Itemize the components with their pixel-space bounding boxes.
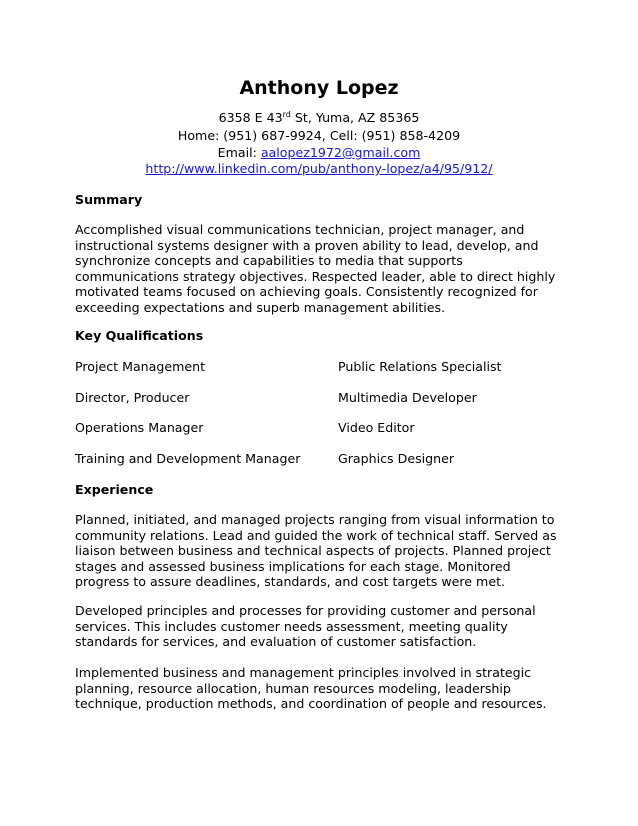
linkedin-link[interactable]: http://www.linkedin.com/pub/anthony-lopez/a4/95/912/ [145,161,493,176]
email-link[interactable]: aalopez1972@gmail.com [260,145,421,160]
applicant-name: Anthony Lopez [239,77,399,99]
experience-paragraph: Implemented business and management principles involved in strategic planning, resource allocation, human resources modeling, leadership technique, production methods, and coordination of people and resources. [75,665,547,712]
qualification-item: Project Management [75,359,206,374]
qualification-item: Public Relations Specialist [338,359,502,374]
qualification-item: Director, Producer [75,390,190,405]
qualification-item: Operations Manager [75,420,204,435]
qualification-item: Training and Development Manager [75,451,301,466]
experience-heading: Experience [75,482,154,497]
address-ordinal-suffix: rd [282,110,291,119]
experience-paragraph: Developed principles and processes for providing customer and personal services. This includes customer needs assessment, meeting quality standards for services, and evaluation of customer satisfaction. [75,603,536,650]
summary-heading: Summary [75,192,143,207]
qualification-item: Multimedia Developer [338,390,477,405]
email-line [0,145,638,161]
qualification-item: Graphics Designer [338,451,455,466]
qualifications-heading: Key Qualifications [75,328,204,343]
address-line [0,110,638,126]
phone-line: Home: (951) 687-9924, Cell: (951) 858-4209 [177,128,461,143]
address-number: 6358 E 43 [218,110,283,125]
experience-paragraph: Planned, initiated, and managed projects ranging from visual information to community relations. Lead and guided the work of technical staff. Served as liaison between business and technical aspects of projects. Planned project stages and assessed business implications for each stage. Monitored progress to assure deadlines, standards, and cost targets were met. [75,512,557,590]
email-label: Email: [217,145,261,160]
linkedin-line [0,161,638,177]
address-rest: St, Yuma, AZ 85365 [290,110,420,125]
qualification-item: Video Editor [338,420,415,435]
summary-paragraph: Accomplished visual communications technician, project manager, and instructional systems designer with a proven ability to lead, develop, and synchronize concepts and capabilities to media that supports communications strategy objectives. Respected leader, able to direct highly motivated teams focused on achieving goals. Consistently recognized for exceeding expectations and superb management abilities. [75,222,556,315]
